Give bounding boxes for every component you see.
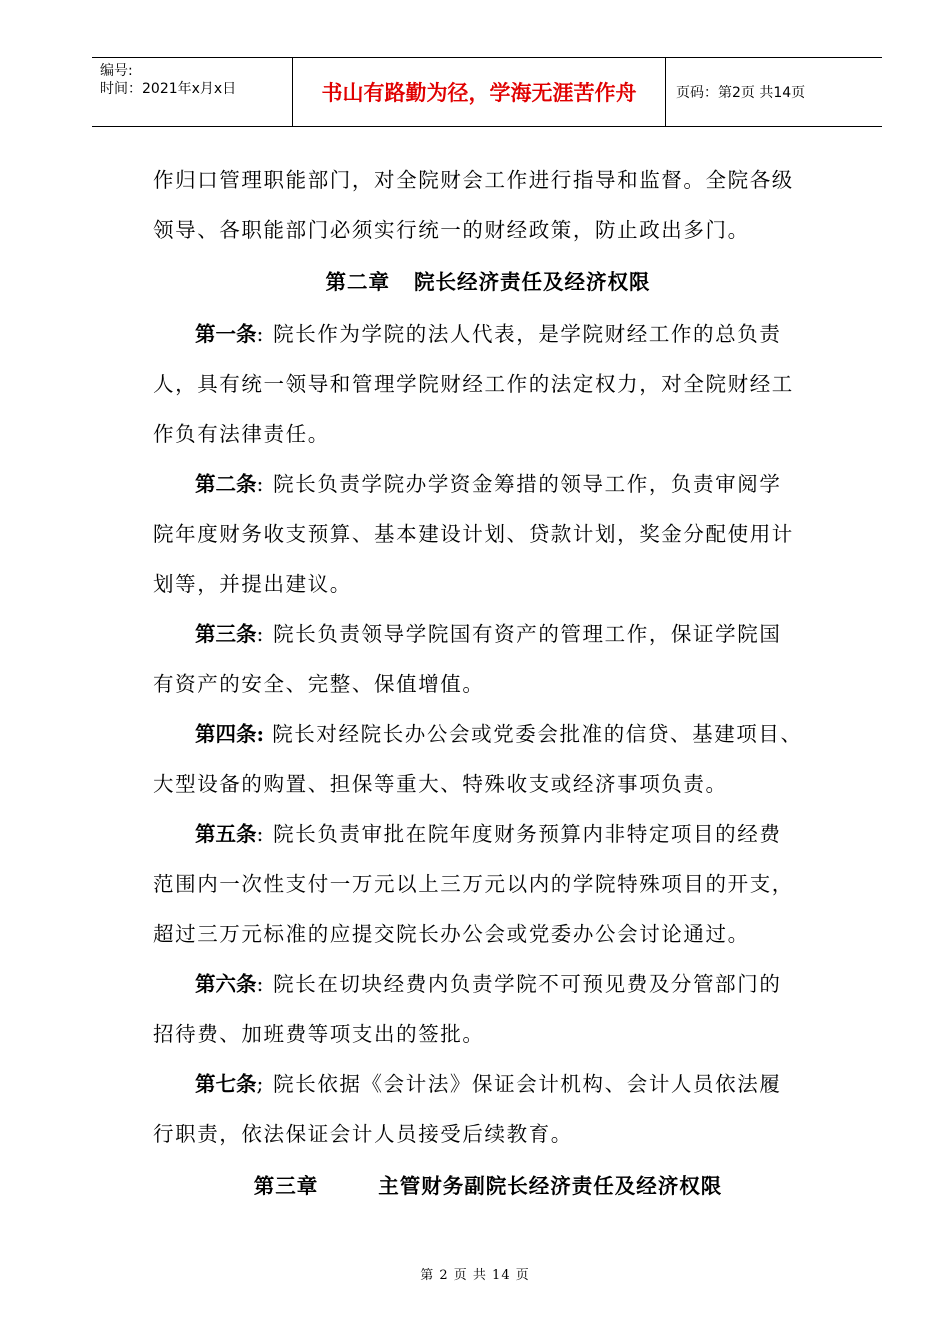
paragraph-line: 作归口管理职能部门，对全院财会工作进行指导和监督。全院各级 (153, 168, 794, 192)
paragraph-line: 招待费、加班费等项支出的签批。 (153, 1022, 485, 1046)
article-label: 第七条 (195, 1072, 257, 1096)
chapter-heading (153, 255, 823, 309)
article-text: : 院长负责学院办学资金筹措的领导工作，负责审阅学 (256, 472, 782, 496)
article-text: : 院长负责领导学院国有资产的管理工作，保证学院国 (256, 622, 782, 646)
paragraph-line: 作负有法律责任。 (153, 422, 330, 446)
paragraph-line: 院年度财务收支预算、基本建设计划、贷款计划，奖金分配使用计 (153, 522, 794, 546)
article-text: : 院长在切块经费内负责学院不可预见费及分管部门的 (256, 972, 782, 996)
page-footer: 第 2 页 共 14 页 (420, 1268, 530, 1283)
document-body (153, 155, 823, 1213)
article-label: 第五条 (195, 822, 257, 846)
article-line (153, 309, 823, 359)
article-text: ; 院长依据《会计法》保证会计机构、会计人员依法履 (256, 1072, 782, 1096)
article-label: 第三条 (195, 622, 257, 646)
header-meta (92, 58, 293, 126)
article-line (153, 809, 823, 859)
article-label: 第四条: (195, 722, 265, 746)
article-label: 第一条 (195, 322, 257, 346)
article-line (153, 709, 823, 759)
paragraph-line: 划等，并提出建议。 (153, 572, 352, 596)
article-line (153, 959, 823, 1009)
article-text: 院长对经院长办公会或党委会批准的信贷、基建项目、 (264, 722, 803, 746)
chapter-title: 院长经济责任及经济权限 (414, 270, 651, 294)
header-motto: 书山有路勤为径，学海无涯苦作舟 (293, 58, 666, 126)
chapter-heading (153, 1159, 823, 1213)
chapter-title: 主管财务副院长经济责任及经济权限 (378, 1174, 723, 1198)
article-text: : 院长负责审批在院年度财务预算内非特定项目的经费 (256, 822, 782, 846)
chapter-number: 第三章 (253, 1174, 319, 1198)
paragraph-line: 人，具有统一领导和管理学院财经工作的法定权力，对全院财经工 (153, 372, 794, 396)
chapter-number: 第二章 (325, 270, 390, 294)
article-line (153, 609, 823, 659)
article-line (153, 459, 823, 509)
article-label: 第六条 (195, 972, 257, 996)
document-number-label: 编号: (100, 63, 133, 79)
article-label: 第二条 (195, 472, 257, 496)
paragraph-line: 大型设备的购置、担保等重大、特殊收支或经济事项负责。 (153, 772, 728, 796)
document-time: 时间：2021年x月x日 (100, 81, 237, 97)
paragraph-line: 领导、各职能部门必须实行统一的财经政策，防止政出多门。 (153, 218, 750, 242)
article-text: : 院长作为学院的法人代表，是学院财经工作的总负责 (256, 322, 782, 346)
paragraph-line: 范围内一次性支付一万元以上三万元以内的学院特殊项目的开支， (153, 872, 794, 896)
paragraph-line: 超过三万元标准的应提交院长办公会或党委办公会讨论通过。 (153, 922, 750, 946)
paragraph-line: 有资产的安全、完整、保值增值。 (153, 672, 485, 696)
article-line (153, 1059, 823, 1109)
header-page-number: 页码：第2页 共14页 (676, 85, 806, 101)
paragraph-line: 行职责，依法保证会计人员接受后续教育。 (153, 1122, 573, 1146)
page-header (92, 57, 882, 127)
